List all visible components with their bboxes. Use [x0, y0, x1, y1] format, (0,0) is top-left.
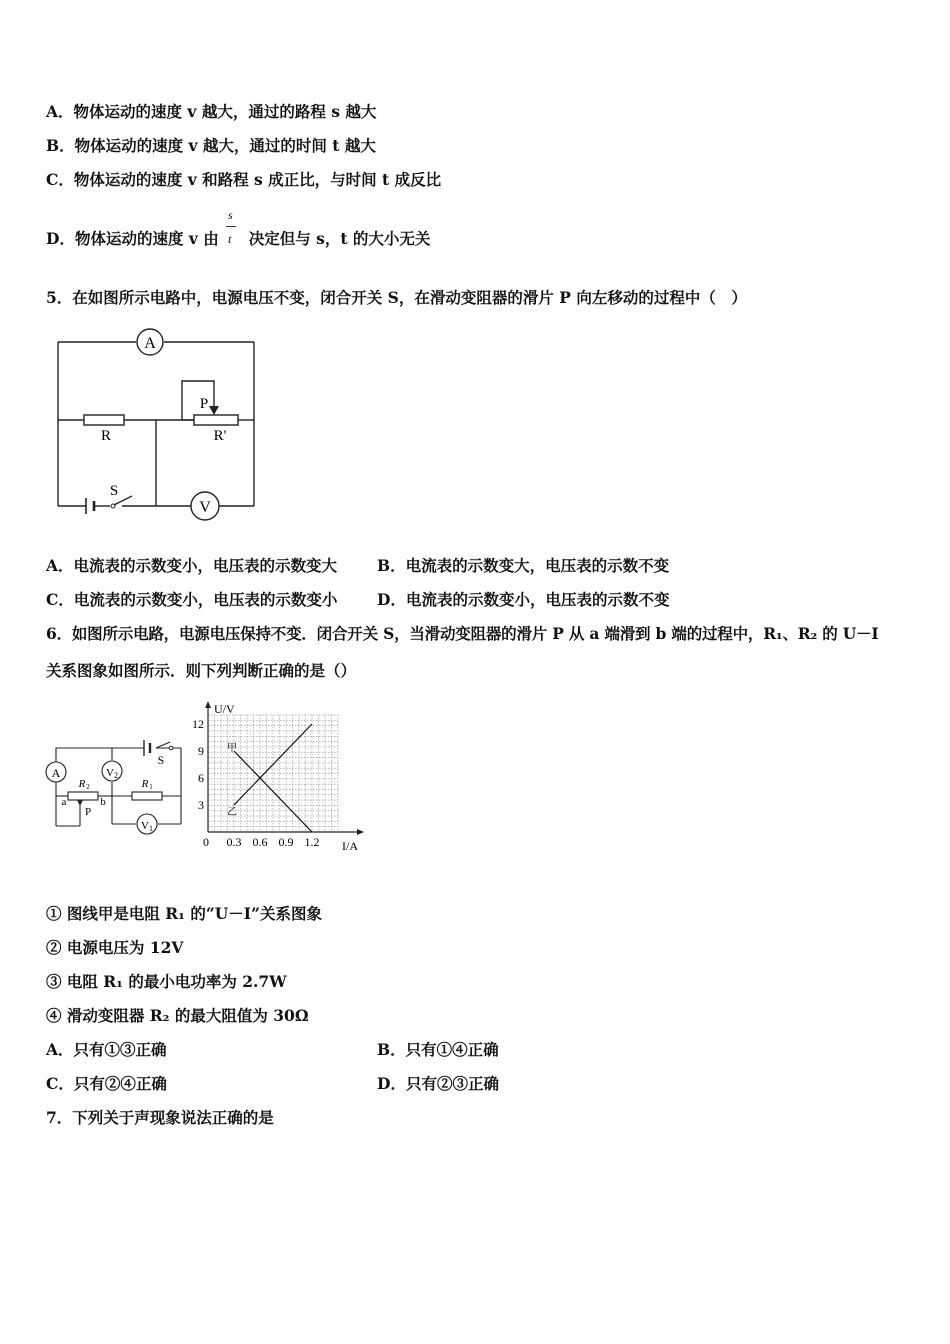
q5-option-a: A．电流表的示数变小，电压表的示数变大	[46, 556, 338, 575]
slider-p-arrow	[77, 800, 83, 806]
q4-option-c: C．物体运动的速度 v 和路程 s 成正比，与时间 t 成反比	[46, 170, 442, 189]
v1-label: V	[141, 820, 149, 832]
switch-s-label: S	[157, 753, 165, 767]
series-label-yi: 乙	[227, 807, 237, 818]
q4-option-b: B．物体运动的速度 v 越大，通过的时间 t 越大	[46, 136, 376, 155]
y-tick-label: 9	[198, 744, 204, 758]
q5-option-c: C．电流表的示数变小，电压表的示数变小	[46, 590, 338, 609]
x-tick-label: 1.2	[304, 835, 320, 849]
x-axis-label: I/A	[342, 839, 358, 853]
q6-statement-1: ① 图线甲是电阻 R₁ 的“U－I”关系图象	[46, 904, 322, 923]
r2-label: R	[78, 778, 86, 790]
terminal-a-label: a	[61, 796, 67, 808]
q4-option-d-suffix: 决定但与 s，t 的大小无关	[248, 229, 431, 248]
u-i-chart	[190, 694, 370, 858]
v1-subscript: 1	[149, 824, 153, 833]
voltmeter-label: V	[199, 499, 211, 516]
q5-option-d: D．电流表的示数变小，电压表的示数不变	[377, 590, 670, 609]
v2-label: V	[106, 767, 114, 779]
label-p: P	[199, 396, 209, 412]
x-tick-label: 0.3	[226, 835, 242, 849]
label-r-prime: R'	[213, 428, 227, 444]
resistor-r-prime	[194, 415, 238, 425]
resistor-r	[84, 415, 124, 425]
slider-p-label: P	[84, 806, 92, 818]
y-axis-arrow	[205, 701, 211, 708]
q6-circuit-diagram	[44, 736, 190, 836]
v2-subscript: 2	[114, 771, 118, 780]
q5-circuit-diagram	[52, 326, 262, 521]
fraction-bar	[226, 226, 236, 227]
q6-option-b: B．只有①④正确	[377, 1040, 499, 1059]
q6-statement-4: ④ 滑动变阻器 R₂ 的最大阻值为 30Ω	[46, 1006, 309, 1025]
q6-stem-line1: 6．如图所示电路，电源电压保持不变．闭合开关 S，当滑动变阻器的滑片 P 从 a 端滑到 b 端的过程中，R₁、R₂ 的 U－I	[46, 624, 879, 643]
ammeter-label: A	[144, 335, 156, 352]
resistor-r1	[132, 792, 162, 800]
q4-option-d-prefix: D．物体运动的速度 v 由	[46, 229, 219, 248]
x-tick-label: 0	[203, 835, 209, 849]
y-tick-label: 3	[198, 798, 204, 812]
q5-option-b: B．电流表的示数变大，电压表的示数不变	[377, 556, 670, 575]
fraction-numerator: s	[228, 208, 233, 222]
label-s: S	[109, 483, 119, 499]
q4-option-d	[46, 229, 430, 249]
q6-statement-3: ③ 电阻 R₁ 的最小电功率为 2.7W	[46, 972, 287, 991]
r1-label: R	[141, 778, 149, 790]
series-label-jia: 甲	[227, 743, 237, 754]
x-tick-label: 0.9	[278, 835, 294, 849]
q6-stem-line2: 关系图象如图所示．则下列判断正确的是（）	[46, 661, 357, 680]
fraction-denominator: t	[228, 232, 232, 246]
q6-option-d: D．只有②③正确	[377, 1074, 499, 1093]
ammeter-label: A	[51, 766, 61, 780]
label-r: R	[100, 428, 112, 444]
y-tick-label: 6	[198, 771, 204, 785]
slider-arrow	[209, 406, 219, 415]
terminal-b-label: b	[100, 796, 106, 808]
resistor-r2	[68, 792, 98, 800]
q6-option-c: C．只有②④正确	[46, 1074, 167, 1093]
q5-stem: 5．在如图所示电路中，电源电压不变，闭合开关 S，在滑动变阻器的滑片 P 向左移动的过程中（ ）	[46, 288, 747, 307]
q6-statement-2: ② 电源电压为 12V	[46, 938, 184, 957]
x-tick-label: 0.6	[252, 835, 268, 849]
x-axis-arrow	[357, 829, 364, 835]
r2-subscript: 2	[86, 783, 90, 791]
q7-stem: 7．下列关于声现象说法正确的是	[46, 1108, 274, 1127]
r1-subscript: 1	[149, 783, 153, 791]
y-axis-label: U/V	[214, 702, 235, 716]
q4-option-a: A．物体运动的速度 v 越大，通过的路程 s 越大	[46, 102, 377, 121]
y-tick-label: 12	[192, 717, 204, 731]
q6-option-a: A．只有①③正确	[46, 1040, 167, 1059]
